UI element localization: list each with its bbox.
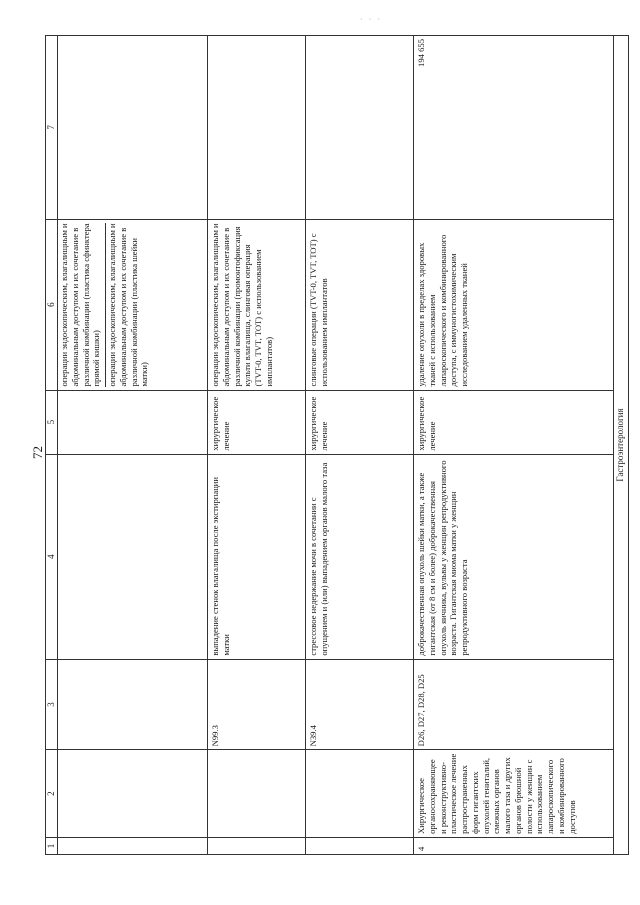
treatment-methods (58, 219, 208, 390)
price (306, 36, 414, 220)
section-heading-row (614, 36, 628, 855)
section-heading: Гастроэнтерология (614, 36, 628, 855)
col-number-1: 1 (46, 837, 58, 854)
price (58, 36, 208, 220)
group-name (306, 750, 414, 838)
diagnosis-codes: N39.4 (306, 659, 414, 750)
treatment-type: хирургическое лечение (208, 390, 306, 454)
document-sheet (45, 35, 626, 855)
row-number: 4 (414, 837, 614, 854)
col-number-3: 3 (46, 659, 58, 750)
col-number-4: 4 (46, 454, 58, 659)
treatment-type: хирургическое лечение (306, 390, 414, 454)
table-row (414, 36, 614, 855)
page-number: 72 (30, 446, 45, 459)
diagnosis-codes: D26, D27, D28, D25 (414, 659, 614, 750)
row-number (306, 837, 414, 854)
diagnosis-codes (58, 659, 208, 750)
price (208, 36, 306, 220)
group-name (58, 750, 208, 838)
treatment-type (58, 390, 208, 454)
methods-list (58, 223, 153, 387)
group-name: Хирургическое органосохраняющее и реконструктивно-пластическое лечение распространенных форм гигантских опухолей гениталий, смежных органов малого таза и других органов брюшной полости у женщин с использованием лапароскопического и комбинированного доступов (414, 750, 614, 838)
table-row (208, 36, 306, 855)
diagnosis-codes: N99.3 (208, 659, 306, 750)
table-row (306, 36, 414, 855)
col-number-7: 7 (46, 36, 58, 220)
patient-model: выпадение стенок влагалища после экстирпации матки (208, 454, 306, 659)
col-number-5: 5 (46, 390, 58, 454)
col-number-2: 2 (46, 750, 58, 838)
column-number-row (46, 36, 58, 855)
medical-care-table (45, 35, 629, 855)
scan-artifact: · · · (360, 15, 382, 24)
treatment-methods: удаление опухоли в пределах здоровых тканей с использованием лапароскопического и комбинированного доступа, с иммуногистохимическим исследованием удаленных тканей (414, 219, 614, 390)
treatment-methods: слинговые операции (TVT-0, TVT, TOT) с использованием имплантатов (306, 219, 414, 390)
method-item: операции эндоскопическим, влагалищным и абдоминальным доступом и их сочетание в различной комбинации (пластика сфинктера прямой кишки) (58, 223, 105, 387)
method-item: операции эндоскопическим, влагалищным и абдоминальным доступом и их сочетание в различной комбинации (пластика шейки матки) (107, 223, 150, 387)
col-number-6: 6 (46, 219, 58, 390)
patient-model: стрессовое недержание мочи в сочетании с опущением и (или) выпадением органов малого таза (306, 454, 414, 659)
treatment-type: хирургическое лечение (414, 390, 614, 454)
treatment-methods: операции эндоскопическим, влагалищным и абдоминальным доступом и их сочетание в различной комбинации (промонтофиксация культи влагалища, слинговая операция (TVT-0, TVT, TOT) с использованием имплантатов) (208, 219, 306, 390)
row-number (208, 837, 306, 854)
table-row (58, 36, 208, 855)
patient-model: доброкачественная опухоль шейки матки, а также гигантская (от 8 см и более) доброкачественная опухоль яичника, вульвы у женщин репродуктивного возраста. Гигантская миома матки у женщин репродуктивного возраста (414, 454, 614, 659)
price: 194 655 (414, 36, 614, 220)
row-number (58, 837, 208, 854)
patient-model (58, 454, 208, 659)
group-name (208, 750, 306, 838)
